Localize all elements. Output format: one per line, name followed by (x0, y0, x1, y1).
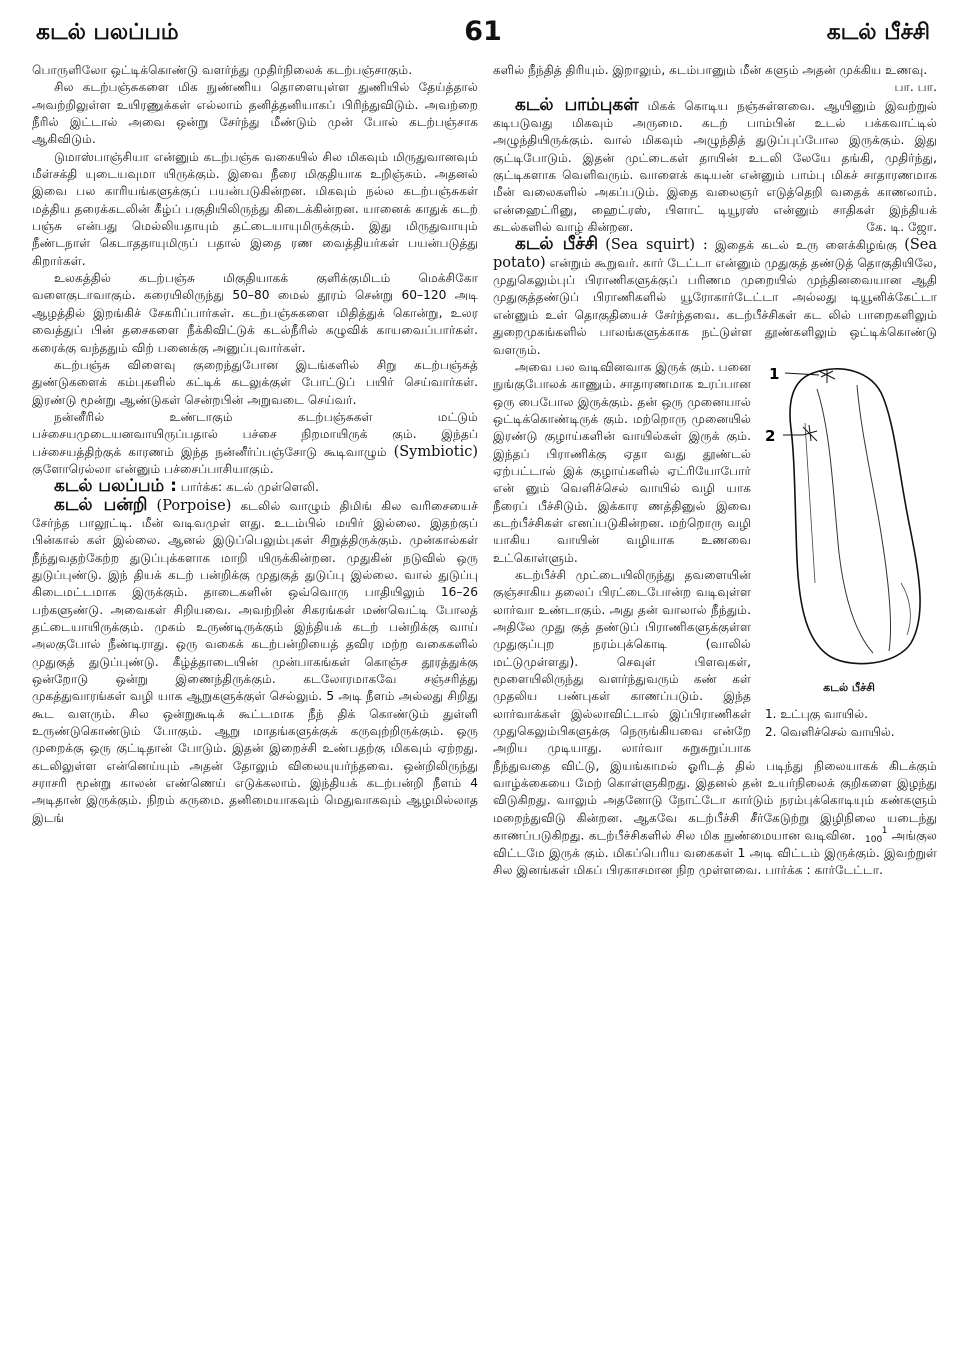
entry-text: இதைக் கடல் உரு ளைக்கிழங்கு (714, 238, 898, 253)
body-fold-line (805, 423, 815, 583)
body-fold-line (901, 583, 910, 635)
entry-headword: கடல் பலப்பம் : (54, 476, 177, 497)
paragraph: பொருளிலோ ஒட்டிக்கொண்டு வளர்ந்து முதிர்நிலைக் கடற்பஞ்சாகும். (32, 63, 413, 77)
english-term: (Porpoise) (156, 497, 232, 514)
paragraph: சில கடற்பஞ்சுகளை மிக நுண்ணிய தொளையுள்ள துணியில் தேய்த்தால் அவற்றிலுள்ள உயிரணுக்கள் எல்லாம் தனித்தனியாகப் பிரிந்துவிடும். அவற்றை நீரில் இட்டால் அவை ஒன்று சேர்ந்து மீண்டும் முன் போல் கடற்பஞ்சாக ஆகிவிடும். (32, 80, 478, 147)
page-number: 61 (464, 16, 502, 47)
paragraph-text: கடற்பீச்சி முட்டையிலிருந்து தவளையின் குஞ்சாகிய தலைப் பிரட்டைபோன்ற வடிவுள்ள லார்வா உண்டாகும். அது தன் வாலால் நீந்தும். அதிலே முது குத் தண்டுப் பிராணிகளுக்குள்ள முதுகுப்புற நரம்புக்கொடி (வாலில் மட்டுமுள்ளது). செவுள் பிளவுகள், மூளையிலிருந்து வளர்ந்துவரும் கண் கள் முதலிய பண்புகள் காணப்படும். இந்த லார்வாக்கள் இல்லாவிட்டால் இப்பிராணிகள் முதுகெலும்பிகளுக்கு நெருங்கியவை என்றே அறிய முடியாது. லார்வா சுறுசுறுப்பாக நீந்துவதை விட்டு, இயங்காமல் ஓரிடத் தில் படிந்து நிலையாகக் கிடக்கும் வாழ்க்கையை மேற் கொள்ளுகிறது. இதனல் தன் உயர்நிலைக் குறிகளை இழந்து விடுகிறது. வாலும் அதனோடு நோட்டோ கார்டும் நரம்புக்கொடியும் கண்களும் மறைந்துவிடு கின்றன. ஆகவே கடற்பீச்சி சீர்கேடுற்று இழிநிலை யடைந்து காணப்படுகிறது. கடற்பீச்சிகளில் சில மிக நுண்மையான வடிவின. (493, 567, 937, 843)
body-outline (790, 369, 920, 664)
paragraph-text: குளோரெல்லா என்னும் பச்சைப்பாசியாகும். (32, 461, 274, 476)
body-fold-line (817, 389, 873, 653)
figure-caption: கடல் பீச்சி (823, 680, 875, 694)
english-term: (Sea squirt) : (605, 237, 708, 254)
entry-headword: கடல் பீச்சி (515, 234, 599, 255)
running-head-left: கடல் பலப்பம் (36, 20, 179, 45)
paragraph-text: அங்குல விட்டமே இருக் கும். மிகப்பெரிய வகைகள் 1 அடி விட்டம் இருக்கும். இவற்றுள் சில இனங்கள் மிகப் பிரகாசமான நிற முள்ளவை. பார்க்க : கார்டேட்டா. (493, 828, 937, 878)
running-head (36, 18, 930, 54)
paragraph: கடற்பஞ்சு விளைவு குறைந்துபோன இடங்களில் சிறு கடற்பஞ்சுத் துண்டுகளைக் கம்புகளில் கட்டிக் கடலுக்குள் போட்டுப் பயிர் செய்வார்கள். இரண்டு மூன்று ஆண்டுகள் சென்றபின் அறுவடை செய்வர். (32, 357, 478, 407)
english-term: (Sea potato) (493, 237, 937, 271)
running-head-right: கடல் பீச்சி (826, 20, 930, 45)
figure-legend-item: 2. வெளிச்செல் வாயில். (765, 725, 895, 740)
entry-text: கடலில் வாழும் திமிங் கில வரிசையைச் சேர்ந்த பாலூட்டி. மீன் வடிவமுள் ளது. உடம்பில் மயிர் இல்லை. இதற்குப் பின்கால் கள் இல்லை. ஆனல் இடுப்பெலும்புகள் சிறுத்திருக்கும். முன்கால்கள் நீந்துவதற்கேற்ற துடுப்புக்களாக மாறி யிருக்கின்றன. முதுகின் நடுவில் ஒரு துடுப்புண்டு. இந் தியக் கடற் பன்றிக்கு முதுகுத் துடுப்பு இல்லை. வால் துடுப்பு கிடைமட்டமாக இருக்கும். தாடைகளின் ஒவ்வொரு பாதியிலும் 16–26 பற்களுண்டு. அவைகள் சிறியவை. அவற்றின் சிகரங்கள் மண்வெட்டி போலத் தட்டையாயிருக்கும். முகம் உருண்டிருக்கும் இந்தியக் கடற் பன்றிக்கு வாய் அலகுபோல் நீண்டிராது. ஒரு வகைக் கடற்பன்றியைத் தவிர மற்ற வகைகளில் முதுகுத் துடுப்புண்டு. கீழ்த்தாடையின் முன்பாகங்கள் கொஞ்ச தூரத்துக்கு ஒன்றோடு ஒன்று இணைந்திருக்கும். கடலோரமாகவே சஞ்சரித்து முகத்துவாரங்கள் வழி யாக ஆறுகளுக்குள் செல்லும். 5 அடி நீளம் அல்லது சிறிது கூட வளரும். சில ஒன்றுகூடிக் கூட்டமாக நீந் திக் கொண்டும் துள்ளி உருண்டுகொண்டும் போகும். ஆறு மாதங்களுக்குக் கருவுற்றிருக்கும். ஒரு முறைக்கு ஒரு குட்டிதான் போடும். இதன் இறைச்சி உண்பதற்கு மிகவும் ஏற்றது. கடலிலுள்ள என்னெய்யும் அதன் தோலும் விலையுயர்ந்தவை. ஒன்றிலிருந்து சராசரி மூன்று காலன் எண்ணெய் எடுக்கலாம். இந்தியக் கடற்பன்றி நீளம் 4 அடிதான் இருக்கும். நிறம் கருமை. தனிமையாகவும் மெதுவாகவும் ஆழமில்லாத இடங் (32, 498, 478, 825)
paragraph (32, 409, 478, 478)
sea-squirt-illustration (761, 363, 937, 677)
figure-label-1: 1 (769, 364, 780, 383)
paragraph-text: களில் நீந்தித் திரியும். இறாலும், கடம்பானும் மீன் களும் அதன் முக்கிய உணவு. (493, 63, 928, 77)
figure-legend (761, 706, 937, 740)
paragraph: டுமாஸ்பாஞ்சியா என்னும் கடற்பஞ்சு வகையில் சில மிகவும் மிருதுவானவும் மீள்சக்தி யுடையவுமா யிருக்கும். இவை நீரை மிகுதியாக உறிஞ்சும். அதனல் இவை பல காரியங்களுக்குப் பயன்படுகின்றன. மிகவும் நல்ல கடற்பஞ்சுகள் மத்திய தரைக்கடலின் கீழ்ப் பகுதியிலிருந்து கிடைக்கின்றன. யானைக் காதுக் கடற் பஞ்சு என்பது மெல்லியதாயும் தட்டையாயுமிருக்கும். இது மிருதுவாயும் நீண்டநாள் கெடாததாயுமிருப் பதால் இதை ரண வைத்தியர்கள் பயன்படுத்து கிறார்கள். (32, 149, 478, 268)
entry-kadal-paambugal (493, 94, 937, 237)
paragraph: அவை பல வடிவினவாக இருக் கும். பனை நுங்குபோலக் காணும். சாதாரணமாக உரப்பான ஒரு பைபோல இருக்கும். தன் ஒரு முனையால் ஒட்டிக்கொண்டிருக் கும். மற்றொரு முனையில் இரண்டு குழாய்களின் வாயில்கள் இருக் கும். இந்தப் பிராணிக்கு ஏதா வது தூண்டல் ஏற்பட்டால் இக் குழாய்களில் ஏட்ரியோபோர் என் னும் வெளிச்செல் வாயில் வழி யாக நீரைப் பீச்சிடும். இக்கார ணத்தினுல் இவை கடற்பீச்சிகள் எனப்படுகின்றன. மற்றொரு வழி யாகிய வாயின் வழியாக உணவை உட்கொள்ளும். (493, 359, 751, 565)
entry-kadal-panri (32, 494, 478, 828)
entry-kadal-peechi (493, 236, 937, 358)
figure-legend-item: 1. உட்புகு வாயில். (765, 707, 868, 722)
paragraph (493, 62, 937, 95)
entry-headword: கடல் பன்றி (54, 494, 148, 515)
fraction (860, 827, 888, 845)
cross-reference: பார்க்க: கடல் முள்ளெலி. (180, 480, 319, 495)
english-term: (Symbiotic) (393, 443, 478, 460)
body-fold-line (857, 385, 891, 651)
entry-text: மிகக் கொடிய நஞ்சுள்ளவை. ஆயினும் இவற்றுல் கடிபடுவது மிகவும் அருமை. கடற் பாம்பின் உடல் பக்கவாட்டில் அழுந்தியிருக்கும். வால் மிகவும் அழுந்தித் துடுப்புப்போல இருக்கும். இது குட்டிபோடும். இதன் முட்டைகள் தாயின் உடலி லேயே தங்கி, முதிர்ந்து, குட்டிகளாக வெளிவரும். வாளைக் கடியன் என்னும் பாம்பு மிகச் சாதாரணமாக மீன் வலைகளில் அகப்படும். இதை வலைஞர் எடுத்தெறி வதைக் காணலாம். என்ஹைட்ரினு, ஹைட்ரஸ், பிளாட் டியூரஸ் என்னும் சாதிகள் இந்தியக் கடல்களில் வாழ் கின்றன. (493, 98, 937, 235)
fraction-numerator: 1 (881, 826, 888, 837)
paragraph-text: நன்னீரில் உண்டாகும் கடற்பஞ்சுகள் மட்டும் பச்சையமுடையனவாயிருப்பதால் பச்சை நிறமாயிருக் கும். இந்தப் பச்சையத்திற்குக் காரணம் இந்த நன்னீர்ப்பஞ்சோடு கூடிவாழும் (32, 409, 478, 459)
author-initials: பா. பா. (894, 80, 937, 95)
paragraph: உலகத்தில் கடற்பஞ்சு மிகுதியாகக் குளிக்குமிடம் மெக்சிகோ வளைகுடாவாகும். கரையிலிருந்து 50–80 மைல் தூரம் சென்று 60–120 அடி ஆழத்தில் இறங்கிச் சேகரிப்பார்கள். கடற்பஞ்சுகளை மிதித்துக் கொன்று, உலர வைத்துப் பின் தசைகளை நீக்கிவிட்டுக் கடல்நீரில் கழுவிக் காயவைப்பார்கள். கரைக்கு வந்ததும் விற் பனைக்கு அனுப்புவார்கள். (32, 271, 478, 355)
author-initials: கே. டி. ஜோ. (866, 220, 937, 235)
sea-squirt-figure (761, 363, 937, 742)
right-column (493, 62, 937, 1346)
entry-text: என்றும் கூறுவர். கார் டேட்டா என்னும் முதுகுத் தண்டுத் தொகுதியிலே, முதுகெலும்புப் பிராணிகளுக்குப் பரிணம முறையில் முந்தினவையான ஆதி முதுகுத்தண்டுப் பிராணிகளில் யூரோகார்டேட்டா அல்லது டியூனிக்கேட்டா என்னும் உள் தொகுதியைச் சேர்ந்தவை. கடற்பீச்சிகள் கட லில் பாறைகளிலும் துறைமுகங்களில் பாலங்களுக்காக நட்டுள்ள தூண்களிலும் ஒட்டிக்கொண்டு வளரும். (493, 255, 937, 357)
entry-headword: கடல் பாம்புகள் (515, 94, 639, 115)
left-column (32, 62, 478, 1346)
fraction-denominator: 100 (865, 835, 883, 846)
figure-label-2: 2 (765, 426, 776, 445)
